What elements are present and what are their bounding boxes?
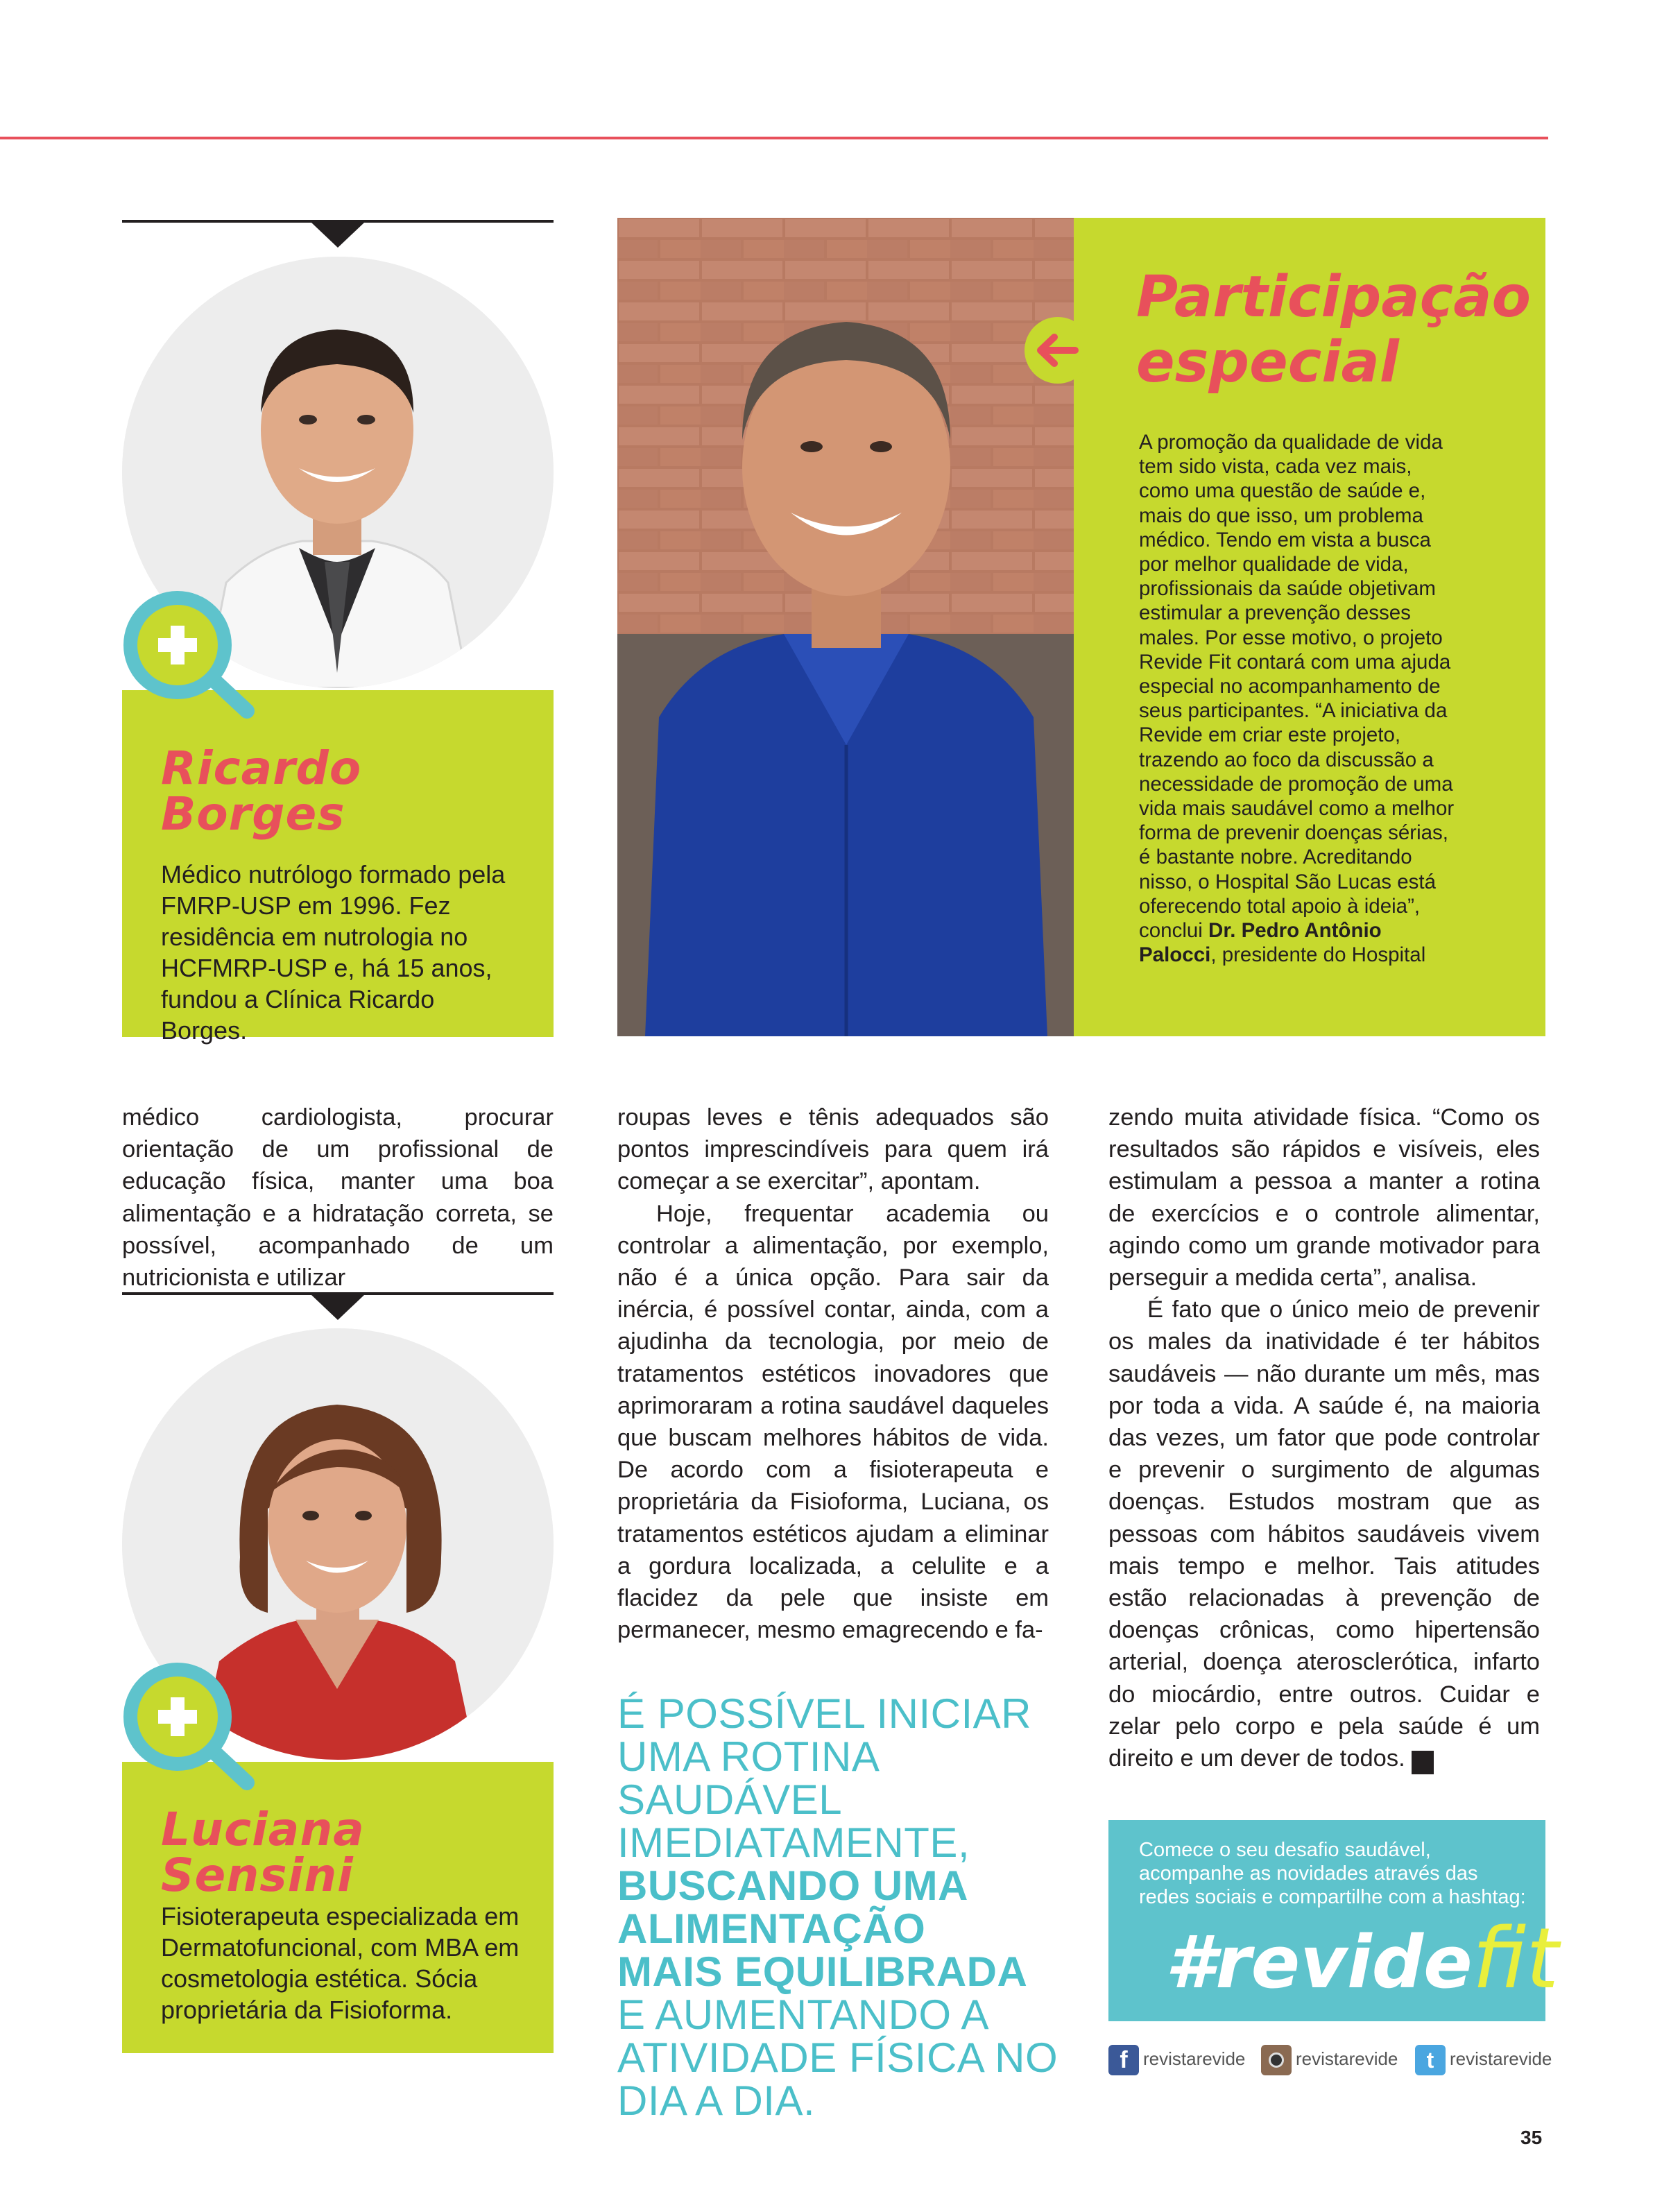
profile-name-ricardo xyxy=(161,741,362,841)
quote-line: ATIVIDADE FÍSICA NO xyxy=(617,2034,1058,2081)
cta-text-line: acompanhe as novidades através das xyxy=(1139,1862,1478,1885)
name-line-2: Sensini xyxy=(161,1849,354,1902)
special-body xyxy=(1139,430,1458,967)
special-body-text: A promoção da qualidade de vida tem sido vista, cada vez mais, como uma questão de saúde e, mais do que isso, um problema médico. Tendo em vista a busca por melhor qualidade de vida, profissionais da saúde objetivam estimular a prevenção desses males. Por esse motivo, o projeto Revide Fit contará com uma ajuda especial no acompanhamento de seus participantes. “A iniciativa da Revide em criar este projeto, trazendo ao foco da discussão a necessidade de promoção de uma vida mais saudável como a melhor forma de prevenir doenças sérias, é bastante nobre. Acreditando nisso, o Hospital São Lucas está oferecendo total apoio à ideia”, conclui xyxy=(1139,431,1455,943)
rule-pointer xyxy=(311,1295,364,1320)
profile-bio-luciana: Fisioterapeuta especializada em Dermatofuncional, com MBA em cosmetologia estética. Sócia proprietária da Fisioforma. xyxy=(161,1902,520,2024)
photo-pedro-palocci xyxy=(617,218,1075,1036)
quote-emphasis-line: MAIS EQUILIBRADA xyxy=(617,1948,1028,1995)
quote-line: DIA A DIA. xyxy=(617,2077,816,2124)
profile-bio-ricardo: Médico nutrólogo formado pela FMRP-USP em 1996. Fez residência em nutrologia no HCFMRP-USP e, há 15 anos, fundou a Clínica Ricardo Borges. xyxy=(161,860,506,1045)
column-3-paragraph-2 xyxy=(1108,1294,1540,1774)
special-title xyxy=(1136,265,1531,395)
profile-name-luciana xyxy=(161,1803,365,1902)
hashtag-part-1: #revide xyxy=(1165,1920,1473,2005)
social-twitter[interactable] xyxy=(1415,2045,1552,2075)
hashtag-part-2: fit xyxy=(1472,1911,1559,2007)
social-instagram[interactable] xyxy=(1261,2045,1398,2075)
article-column-2 xyxy=(617,1101,1049,1646)
top-accent-line xyxy=(0,137,1548,139)
name-line-1: Ricardo xyxy=(161,741,362,795)
special-body-tail: , presidente do Hospital xyxy=(1210,943,1426,967)
name-line-1: Luciana xyxy=(161,1803,365,1856)
page-number: 35 xyxy=(1520,2127,1543,2148)
name-line-2: Borges xyxy=(161,787,345,841)
column-2-paragraph-1: roupas leves e tênis adequados são pontos imprescindíveis para quem irá começar a se exercitar”, apontam. xyxy=(617,1104,1049,1195)
quote-line: UMA ROTINA SAUDÁVEL xyxy=(617,1733,878,1823)
social-handle: revistarevide xyxy=(1143,2048,1246,2069)
article-column-3 xyxy=(1108,1101,1540,1774)
social-handle: revistarevide xyxy=(1450,2048,1552,2069)
twitter-icon: t xyxy=(1415,2045,1446,2075)
facebook-icon: f xyxy=(1108,2045,1139,2075)
pull-quote xyxy=(617,1692,1061,2123)
cta-text xyxy=(1139,1838,1527,1909)
article-column-1 xyxy=(122,1101,554,1294)
cta-text-line: Comece o seu desafio saudável, xyxy=(1139,1839,1431,1861)
magnifier-plus-icon xyxy=(122,590,219,687)
quote-line: E AUMENTANDO A xyxy=(617,1991,989,2038)
special-person-name: Dr. Pedro Antônio Palocci xyxy=(1139,919,1382,967)
column-3-paragraph-2-text: É fato que o único meio de prevenir os males da inatividade é ter hábitos saudáveis — não durante um mês, mas por toda a vida. A saúde é, na maioria das vezes, um fator que pode controlar e prevenir o surgimento de algumas doenças. Estudos mostram que as pessoas com hábitos saudáveis vivem mais tempo e melhor. Tais atitudes estão relacionadas à prevenção de doenças crônicas, como hipertensão arterial, doença aterosclerótica, infarto do miocárdio, entre outros. Cuidar e zelar pelo corpo e pela saúde é um direito e um dever de todos. xyxy=(1108,1296,1540,1772)
instagram-icon xyxy=(1261,2045,1292,2075)
cta-text-line: redes sociais e compartilhe com a hashtag: xyxy=(1139,1886,1526,1908)
end-mark-icon: r xyxy=(1412,1751,1434,1774)
quote-emphasis-line: BUSCANDO UMA xyxy=(617,1862,968,1909)
quote-line: IMEDIATAMENTE, xyxy=(617,1819,970,1866)
column-2-paragraph-2: Hoje, frequentar academia ou controlar a alimentação, por exemplo, não é a única opção. Para sair da inércia, é possível contar, ainda, com a ajudinha da tecnologia, por meio de tratamentos estéticos inovadores que aprimoraram a rotina saudável daqueles que buscam melhores hábitos de vida. De acordo com a fisioterapeuta e proprietária da Fisioforma, Luciana, os tratamentos estéticos ajudam a eliminar a gordura localizada, a celulite e a flacidez da pele que insiste em permanecer, mesmo emagrecendo e fa- xyxy=(617,1200,1049,1644)
social-facebook[interactable] xyxy=(1108,2045,1245,2075)
column-1-paragraph: médico cardiologista, procurar orientação de um profissional de educação física, manter uma boa alimentação e a hidratação correta, se possível, acompanhado de um nutricionista e utilizar xyxy=(122,1104,554,1292)
quote-emphasis-line: ALIMENTAÇÃO xyxy=(617,1905,926,1952)
rule-pointer xyxy=(311,223,364,248)
hashtag-revidefit[interactable] xyxy=(1165,1911,1559,2007)
column-3-paragraph-1: zendo muita atividade física. “Como os resultados são rápidos e visíveis, eles estimulam a pessoa a manter a rotina de exercícios e o controle alimentar, agindo como um grande motivador para perseguir a medida certa”, analisa. xyxy=(1108,1104,1540,1292)
magnifier-plus-icon xyxy=(122,1661,219,1758)
special-title-line-1: Participação xyxy=(1136,264,1531,330)
special-title-line-2: especial xyxy=(1136,329,1399,395)
social-handle: revistarevide xyxy=(1296,2048,1398,2069)
quote-line: É POSSÍVEL INICIAR xyxy=(617,1690,1031,1737)
arrow-left-icon xyxy=(1020,312,1096,388)
